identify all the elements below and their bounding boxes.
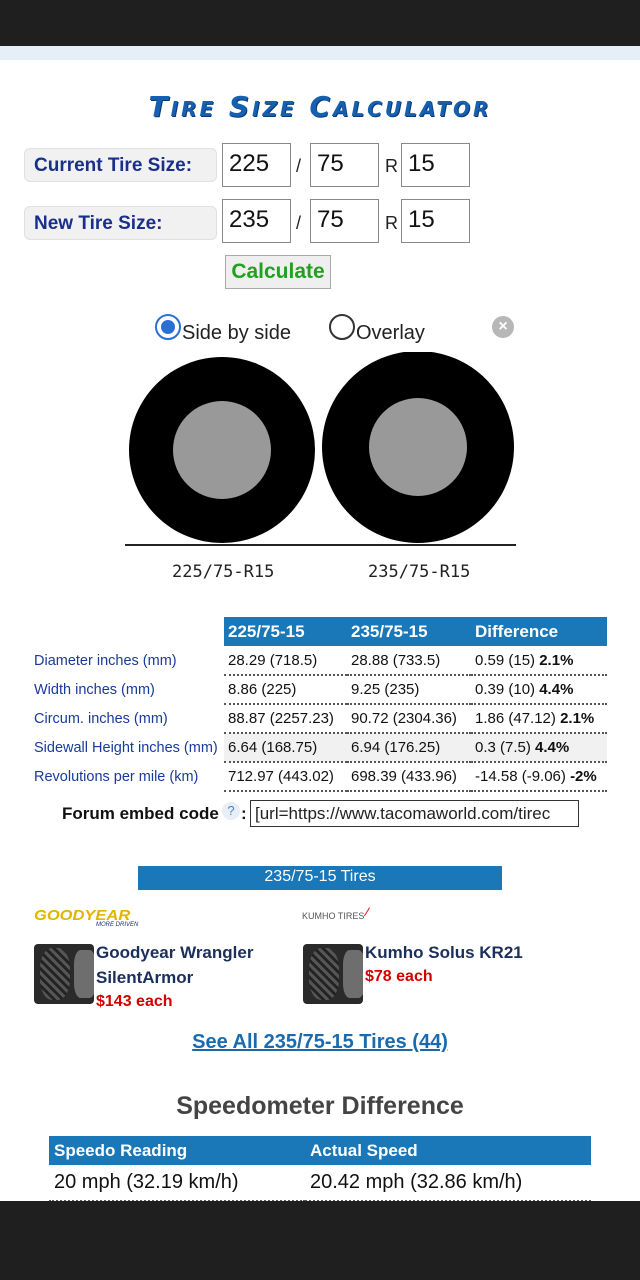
product-price: $143 each [96,993,173,1010]
current-rim-graphic [173,401,271,499]
new-tire-caption: 235/75-R15 [368,562,471,582]
row-label: Diameter inches (mm) [34,652,177,669]
difference-value [471,733,607,762]
product-name-line2[interactable]: SilentArmor [96,968,194,987]
table-row [30,646,607,675]
current-value: 88.87 (2257.23) [224,704,347,733]
new-rim-graphic [369,398,467,496]
navigation-bar [0,1201,640,1280]
new-value: 9.25 (235) [347,675,471,704]
row-label: Circum. inches (mm) [34,710,168,727]
kumho-tire-image[interactable] [303,944,363,1004]
difference-percent: 4.4% [535,739,570,756]
new-value: 698.39 (433.96) [347,762,471,791]
status-bar [0,0,640,46]
slash-separator: / [296,156,302,176]
difference-percent: 2.1% [539,651,574,669]
table-row [30,762,607,791]
goodyear-logo[interactable]: GOODYEAR [34,907,131,924]
new-size-header: 235/75-15 [347,617,471,646]
difference-value [471,762,607,791]
row-label: Width inches (mm) [34,681,155,698]
side-by-side-label[interactable]: Side by side [182,322,291,344]
embed-code-input[interactable]: [url=https://www.tacomaworld.com/tirec [250,800,579,827]
difference-percent: -2% [570,768,597,785]
difference-amount: 0.39 (10) [475,681,536,698]
current-tire-size-label: Current Tire Size: [24,148,217,182]
difference-percent: 2.1% [560,710,595,727]
side-by-side-radio[interactable] [155,314,181,340]
new-aspect-input[interactable]: 75 [310,199,379,243]
new-tire-size-label: New Tire Size: [24,206,217,240]
current-value: 28.29 (718.5) [224,646,347,675]
table-row [30,704,607,733]
tire-comparison-visual [125,352,516,597]
new-width-input[interactable]: 235 [222,199,291,243]
close-icon[interactable]: × [492,316,514,338]
difference-percent: 4.4% [539,681,574,698]
new-value: 28.88 (733.5) [347,646,471,675]
kumho-logo[interactable]: KUMHO TIRES [302,911,365,921]
actual-speed-value: 20.42 mph (32.86 km/h) [305,1165,591,1201]
page-top-strip [0,46,640,60]
product-name[interactable]: Goodyear Wrangler [96,943,254,962]
slash-separator: / [296,213,302,233]
product-price: $78 each [365,968,433,985]
row-label: Revolutions per mile (km) [34,768,199,785]
speedometer-title: Speedometer Difference [176,1092,464,1120]
difference-value [471,675,607,704]
table-row [30,733,607,762]
difference-amount: 0.59 (15) [475,651,536,669]
current-value: 6.64 (168.75) [224,733,347,762]
difference-value [471,704,607,733]
new-value: 6.94 (176.25) [347,733,471,762]
product-name[interactable]: Kumho Solus KR21 [365,943,523,962]
r-separator: R [385,156,398,176]
speedo-reading-value: 20 mph (32.19 km/h) [49,1165,305,1201]
current-value: 712.97 (443.02) [224,762,347,791]
difference-amount: 0.3 (7.5) [475,739,531,756]
table-header-row [30,617,607,646]
current-size-header: 225/75-15 [224,617,347,646]
comparison-table [30,617,607,792]
embed-colon: : [241,804,247,823]
calculate-button[interactable]: Calculate [225,255,331,289]
new-value: 90.72 (2304.36) [347,704,471,733]
difference-header: Difference [471,617,607,646]
goodyear-tire-image[interactable] [34,944,94,1004]
help-icon[interactable]: ? [222,802,240,820]
current-width-input[interactable]: 225 [222,143,291,187]
speedo-reading-header: Speedo Reading [49,1136,305,1165]
new-rim-input[interactable]: 15 [401,199,470,243]
difference-amount: 1.86 (47.12) [475,710,556,727]
table-row [30,675,607,704]
difference-value [471,646,607,675]
difference-amount: -14.58 (-9.06) [475,768,566,785]
speedometer-table [49,1136,591,1202]
table-header-row [49,1136,591,1165]
forum-embed-label: Forum embed code [62,804,219,823]
current-rim-input[interactable]: 15 [401,143,470,187]
goodyear-logo-tagline: MORE DRIVEN [96,922,139,928]
kumho-logo-mark: ⁄ [366,905,369,919]
overlay-label[interactable]: Overlay [356,322,425,344]
table-row [49,1165,591,1201]
current-aspect-input[interactable]: 75 [310,143,379,187]
see-all-tires-link[interactable]: See All 235/75-15 Tires (44) [192,1031,448,1053]
current-tire-caption: 225/75-R15 [172,562,275,582]
blank-header [30,617,224,646]
overlay-radio[interactable] [329,314,355,340]
r-separator: R [385,213,398,233]
current-value: 8.86 (225) [224,675,347,704]
row-label: Sidewall Height inches (mm) [34,739,218,756]
tires-section-header: 235/75-15 Tires [138,866,502,890]
page-title: Tire Size Calculator [148,90,492,123]
actual-speed-header: Actual Speed [305,1136,591,1165]
